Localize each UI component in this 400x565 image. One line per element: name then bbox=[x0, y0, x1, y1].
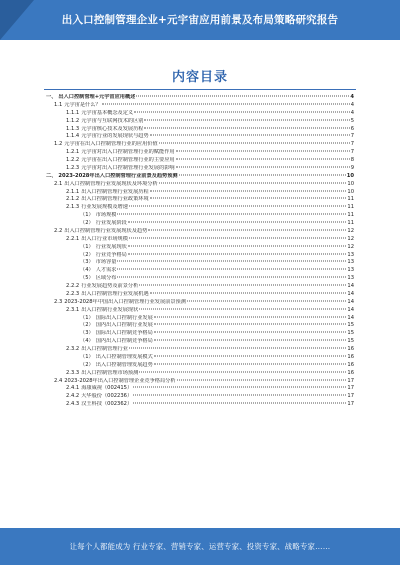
toc-leader-dots bbox=[117, 269, 346, 270]
toc-leader-dots bbox=[154, 332, 347, 333]
toc-entry-page: 10 bbox=[347, 180, 354, 187]
toc-entry-page: 15 bbox=[347, 322, 354, 329]
table-of-contents bbox=[46, 94, 354, 409]
toc-entry-number: 2.1.2 bbox=[66, 196, 80, 203]
toc-entry-title: 国内出入口控制行业发展 bbox=[95, 322, 153, 329]
toc-entry-page: 15 bbox=[347, 330, 354, 337]
toc-entry-page: 8 bbox=[350, 157, 354, 163]
toc-entry-number: 1.1 bbox=[54, 101, 63, 108]
toc-entry-number: （5） bbox=[80, 275, 94, 282]
toc-entry-page: 11 bbox=[347, 204, 354, 211]
toc-entry[interactable] bbox=[46, 315, 354, 323]
toc-entry-title: 元宇宙是什么？ bbox=[64, 101, 101, 108]
toc-entry[interactable] bbox=[46, 94, 354, 102]
toc-entry-page: 14 bbox=[347, 290, 354, 297]
header-banner bbox=[0, 0, 400, 40]
toc-entry-number: 2.3 bbox=[54, 298, 63, 305]
toc-entry-page: 14 bbox=[347, 306, 354, 313]
toc-entry-page: 10 bbox=[347, 188, 354, 195]
toc-entry-title: 出入口控制管理发展趋势 bbox=[95, 361, 153, 368]
toc-entry[interactable] bbox=[46, 133, 354, 141]
toc-entry-title: 人才需求 bbox=[95, 267, 117, 274]
toc-entry-page: 4 bbox=[350, 94, 354, 100]
toc-entry-title: 海康威视（002415） bbox=[81, 385, 133, 392]
toc-entry-title: 国内出入口控制竞争格局 bbox=[95, 338, 153, 345]
toc-leader-dots bbox=[144, 119, 349, 120]
toc-entry-page: 15 bbox=[347, 338, 354, 345]
toc-entry-number: （1） bbox=[80, 212, 94, 219]
toc-entry[interactable] bbox=[46, 267, 354, 275]
toc-entry-title: 行业竞争格局 bbox=[95, 251, 127, 258]
toc-entry-number: 2.3.2 bbox=[66, 346, 80, 352]
toc-entry[interactable] bbox=[46, 346, 354, 354]
toc-leader-dots bbox=[154, 363, 347, 364]
toc-leader-dots bbox=[128, 253, 347, 254]
toc-entry-number: 1.2.2 bbox=[66, 157, 80, 163]
toc-entry-page: 13 bbox=[347, 275, 354, 282]
toc-entry-number: 二、 bbox=[46, 172, 57, 179]
toc-entry[interactable] bbox=[46, 196, 354, 204]
toc-leader-dots bbox=[154, 355, 347, 356]
footer-banner bbox=[0, 528, 400, 565]
toc-entry-number: （2） bbox=[80, 322, 94, 329]
toc-leader-dots bbox=[177, 379, 347, 380]
toc-leader-dots bbox=[136, 96, 349, 97]
toc-leader-dots bbox=[129, 237, 346, 238]
toc-entry[interactable] bbox=[46, 338, 354, 346]
toc-entry-number: 2.4.1 bbox=[66, 385, 80, 392]
toc-entry[interactable] bbox=[46, 157, 354, 165]
toc-leader-dots bbox=[150, 292, 347, 293]
toc-leader-dots bbox=[144, 127, 349, 128]
toc-entry-number: 2.3.3 bbox=[66, 369, 80, 376]
toc-entry-number: 1.1.4 bbox=[66, 133, 80, 140]
toc-leader-dots bbox=[176, 159, 350, 160]
toc-leader-dots bbox=[117, 277, 346, 278]
toc-entry-title: 元宇宙基本概念及定义 bbox=[81, 109, 134, 116]
toc-entry-number: （4） bbox=[80, 338, 94, 345]
toc-entry-number: 2.1.3 bbox=[66, 204, 80, 211]
toc-entry-page: 16 bbox=[347, 369, 354, 376]
toc-entry-number: （1） bbox=[80, 353, 94, 360]
toc-entry[interactable] bbox=[46, 299, 354, 307]
toc-entry-title: 元宇宙对出入口控制管理行业的赋能作用 bbox=[81, 149, 175, 156]
toc-entry[interactable] bbox=[46, 378, 354, 386]
toc-entry-title: 市场规模 bbox=[95, 212, 117, 219]
toc-entry-page: 13 bbox=[347, 251, 354, 258]
toc-entry[interactable] bbox=[46, 370, 354, 378]
toc-entry-title: 区域分布 bbox=[95, 275, 117, 282]
toc-entry-number: （2） bbox=[80, 251, 94, 258]
toc-entry-page: 5 bbox=[350, 117, 354, 124]
toc-entry[interactable] bbox=[46, 141, 354, 149]
toc-entry[interactable] bbox=[46, 307, 354, 315]
toc-entry-number: （3） bbox=[80, 259, 94, 266]
toc-entry-title: 出入口控制管理+元宇宙应用概述 bbox=[58, 94, 136, 100]
toc-leader-dots bbox=[150, 198, 347, 199]
toc-entry-number: （3） bbox=[80, 330, 94, 337]
toc-entry-page: 9 bbox=[350, 164, 354, 171]
toc-entry[interactable] bbox=[46, 149, 354, 157]
toc-entry[interactable] bbox=[46, 173, 354, 181]
toc-leader-dots bbox=[117, 214, 346, 215]
toc-entry-page: 7 bbox=[350, 141, 354, 148]
toc-leader-dots bbox=[154, 316, 347, 317]
toc-entry[interactable] bbox=[46, 393, 354, 401]
toc-entry-title: 出入口控制管理行业发展机遇 bbox=[81, 290, 149, 297]
toc-entry[interactable] bbox=[46, 283, 354, 291]
toc-leader-dots bbox=[150, 135, 350, 136]
toc-entry[interactable] bbox=[46, 189, 354, 197]
toc-entry[interactable] bbox=[46, 244, 354, 252]
toc-entry[interactable] bbox=[46, 181, 354, 189]
toc-entry[interactable] bbox=[46, 354, 354, 362]
report-title: 出入口控制管理企业+元宇宙应用前景及布局策略研究报告 bbox=[61, 14, 339, 26]
toc-entry[interactable] bbox=[46, 259, 354, 267]
toc-entry-title: 行业发展现状 bbox=[95, 243, 127, 250]
toc-entry-number: 一、 bbox=[46, 94, 57, 100]
toc-entry[interactable] bbox=[46, 126, 354, 134]
toc-leader-dots bbox=[128, 222, 347, 223]
toc-entry-title: 2023-2028年出入口控制管理行业前景及趋势预测 bbox=[58, 172, 178, 179]
toc-entry-number: 2.4 bbox=[54, 377, 63, 384]
toc-entry-number: 1.2.1 bbox=[66, 149, 80, 156]
toc-entry-number: （1） bbox=[80, 314, 94, 321]
toc-entry-page: 12 bbox=[347, 235, 354, 242]
toc-entry-title: 出入口控制管理行业 bbox=[81, 346, 128, 352]
toc-entry-page: 13 bbox=[347, 267, 354, 274]
toc-entry-title: 市场容量 bbox=[95, 259, 117, 266]
toc-entry-title: 元宇宙行业的发展现状与趋势 bbox=[81, 133, 149, 140]
toc-entry[interactable] bbox=[46, 212, 354, 220]
toc-entry-page: 6 bbox=[350, 125, 354, 132]
toc-leader-dots bbox=[139, 371, 346, 372]
toc-leader-dots bbox=[134, 111, 350, 112]
toc-entry-page: 17 bbox=[347, 377, 354, 384]
toc-entry-page: 16 bbox=[347, 346, 354, 352]
toc-entry-page: 17 bbox=[347, 393, 354, 400]
toc-leader-dots bbox=[129, 206, 346, 207]
toc-leader-dots bbox=[187, 300, 346, 301]
toc-entry-page: 14 bbox=[347, 298, 354, 305]
toc-leader-dots bbox=[133, 387, 346, 388]
toc-entry-title: 2023-2028年出入口控制管理企业竞争格局分析 bbox=[64, 377, 176, 384]
toc-divider bbox=[44, 89, 356, 90]
toc-entry[interactable] bbox=[46, 110, 354, 118]
toc-entry[interactable] bbox=[46, 330, 354, 338]
toc-entry[interactable] bbox=[46, 291, 354, 299]
toc-entry-title: 出入口控制管理发展模式 bbox=[95, 353, 153, 360]
toc-entry-title: 出入口控制管理市场预测 bbox=[81, 369, 139, 376]
toc-entry-number: 2.4.2 bbox=[66, 393, 80, 400]
toc-entry-number: （2） bbox=[80, 220, 94, 226]
toc-entry-title: 大华股份（002236） bbox=[81, 393, 133, 400]
toc-entry-title: 出入口控制行业发展现状 bbox=[81, 306, 139, 313]
toc-entry-number: 2.2 bbox=[54, 227, 63, 234]
toc-entry-page: 14 bbox=[347, 314, 354, 321]
toc-entry-page: 11 bbox=[347, 220, 354, 226]
toc-entry-title: 出入口控制管理行业发展现状及趋势 bbox=[64, 227, 148, 234]
toc-entry-title: 2023-2028年中国出入口控制管理行业发展前景预测 bbox=[64, 298, 186, 305]
toc-entry[interactable] bbox=[46, 118, 354, 126]
toc-entry[interactable] bbox=[46, 220, 354, 228]
toc-entry-number: （2） bbox=[80, 361, 94, 368]
toc-entry-number: （1） bbox=[80, 243, 94, 250]
toc-entry-number: 1.2 bbox=[54, 141, 63, 148]
toc-entry-title: 元宇宙对出入口控制管理行业发展的影响 bbox=[81, 164, 175, 171]
toc-entry-number: 1.1.3 bbox=[66, 125, 80, 132]
toc-entry[interactable] bbox=[46, 252, 354, 260]
toc-entry[interactable] bbox=[46, 204, 354, 212]
toc-leader-dots bbox=[133, 395, 346, 396]
toc-entry-number: 2.1.1 bbox=[66, 188, 80, 195]
toc-heading: 内容目录 bbox=[171, 70, 228, 85]
toc-leader-dots bbox=[139, 285, 346, 286]
toc-entry[interactable] bbox=[46, 362, 354, 370]
toc-entry[interactable] bbox=[46, 385, 354, 393]
toc-entry[interactable] bbox=[46, 401, 354, 409]
toc-leader-dots bbox=[133, 403, 346, 404]
toc-entry-title: 汉王科技（002362） bbox=[81, 401, 133, 408]
toc-entry-page: 11 bbox=[347, 196, 354, 203]
toc-entry-page: 4 bbox=[350, 101, 354, 108]
toc-leader-dots bbox=[159, 143, 350, 144]
toc-entry-number: 2.4.3 bbox=[66, 401, 80, 408]
toc-entry-title: 元宇宙在出入口控制管理行业的应用价值 bbox=[64, 141, 158, 148]
toc-entry-page: 17 bbox=[347, 385, 354, 392]
toc-entry-page: 12 bbox=[347, 227, 354, 234]
toc-entry-number: 1.1.1 bbox=[66, 109, 80, 116]
toc-entry-number: 2.1 bbox=[54, 180, 63, 187]
toc-entry-title: 出入口行业市场规模 bbox=[81, 235, 128, 242]
toc-leader-dots bbox=[128, 245, 347, 246]
toc-entry-title: 国际出入口控制竞争格局 bbox=[95, 330, 153, 337]
toc-entry-title: 元宇宙与互联网技术的区别 bbox=[81, 117, 144, 124]
toc-entry-page: 7 bbox=[350, 133, 354, 140]
toc-leader-dots bbox=[179, 174, 346, 175]
toc-entry-title: 国际出入口控制行业发展 bbox=[95, 314, 153, 321]
toc-entry-title: 行业发展阶段 bbox=[95, 220, 127, 226]
toc-leader-dots bbox=[102, 103, 350, 104]
toc-leader-dots bbox=[154, 324, 347, 325]
toc-leader-dots bbox=[139, 308, 346, 309]
toc-entry-title: 行业发展趋势及前景分析 bbox=[81, 283, 139, 289]
toc-entry[interactable] bbox=[46, 165, 354, 173]
toc-entry[interactable] bbox=[46, 236, 354, 244]
toc-entry-title: 出入口控制管理行业政策环境 bbox=[81, 196, 149, 203]
toc-entry-title: 元宇宙在出入口控制管理行业的主要应用 bbox=[81, 157, 175, 163]
toc-entry-number: 1.1.2 bbox=[66, 117, 80, 124]
toc-entry-page: 13 bbox=[347, 259, 354, 266]
toc-entry-page: 7 bbox=[350, 149, 354, 156]
toc-leader-dots bbox=[176, 166, 350, 167]
toc-entry-page: 11 bbox=[347, 212, 354, 219]
toc-leader-dots bbox=[129, 348, 346, 349]
toc-leader-dots bbox=[176, 151, 350, 152]
toc-entry-title: 出入口控制管理行业发展现状及环境分析 bbox=[64, 180, 158, 187]
toc-entry-title: 行业发展规模及增速 bbox=[81, 204, 128, 211]
toc-entry-page: 16 bbox=[347, 353, 354, 360]
toc-entry-number: （4） bbox=[80, 267, 94, 274]
toc-entry-title: 元宇宙核心技术及发展历程 bbox=[81, 125, 144, 132]
toc-entry-page: 10 bbox=[346, 172, 354, 179]
toc-entry-number: 2.2.3 bbox=[66, 290, 80, 297]
toc-entry-page: 16 bbox=[347, 361, 354, 368]
toc-entry-number: 1.2.3 bbox=[66, 164, 80, 171]
toc-leader-dots bbox=[150, 190, 347, 191]
toc-entry[interactable] bbox=[46, 228, 354, 236]
footer-slogan: 让每个人都能成为 行业专家、营销专家、运营专家、投资专家、战略专家…… bbox=[69, 542, 331, 551]
toc-leader-dots bbox=[154, 340, 347, 341]
toc-entry[interactable] bbox=[46, 275, 354, 283]
toc-leader-dots bbox=[117, 261, 346, 262]
toc-leader-dots bbox=[159, 182, 347, 183]
toc-entry-page: 4 bbox=[350, 109, 354, 116]
toc-entry-number: 2.2.1 bbox=[66, 235, 80, 242]
toc-entry[interactable] bbox=[46, 322, 354, 330]
toc-entry[interactable] bbox=[46, 102, 354, 110]
toc-entry-number: 2.2.2 bbox=[66, 283, 80, 289]
toc-entry-number: 2.3.1 bbox=[66, 306, 80, 313]
toc-entry-page: 12 bbox=[347, 243, 354, 250]
toc-entry-page: 14 bbox=[347, 283, 354, 289]
toc-leader-dots bbox=[148, 229, 346, 230]
toc-entry-title: 出入口控制管理行业发展历程 bbox=[81, 188, 149, 195]
toc-entry-page: 17 bbox=[347, 401, 354, 408]
